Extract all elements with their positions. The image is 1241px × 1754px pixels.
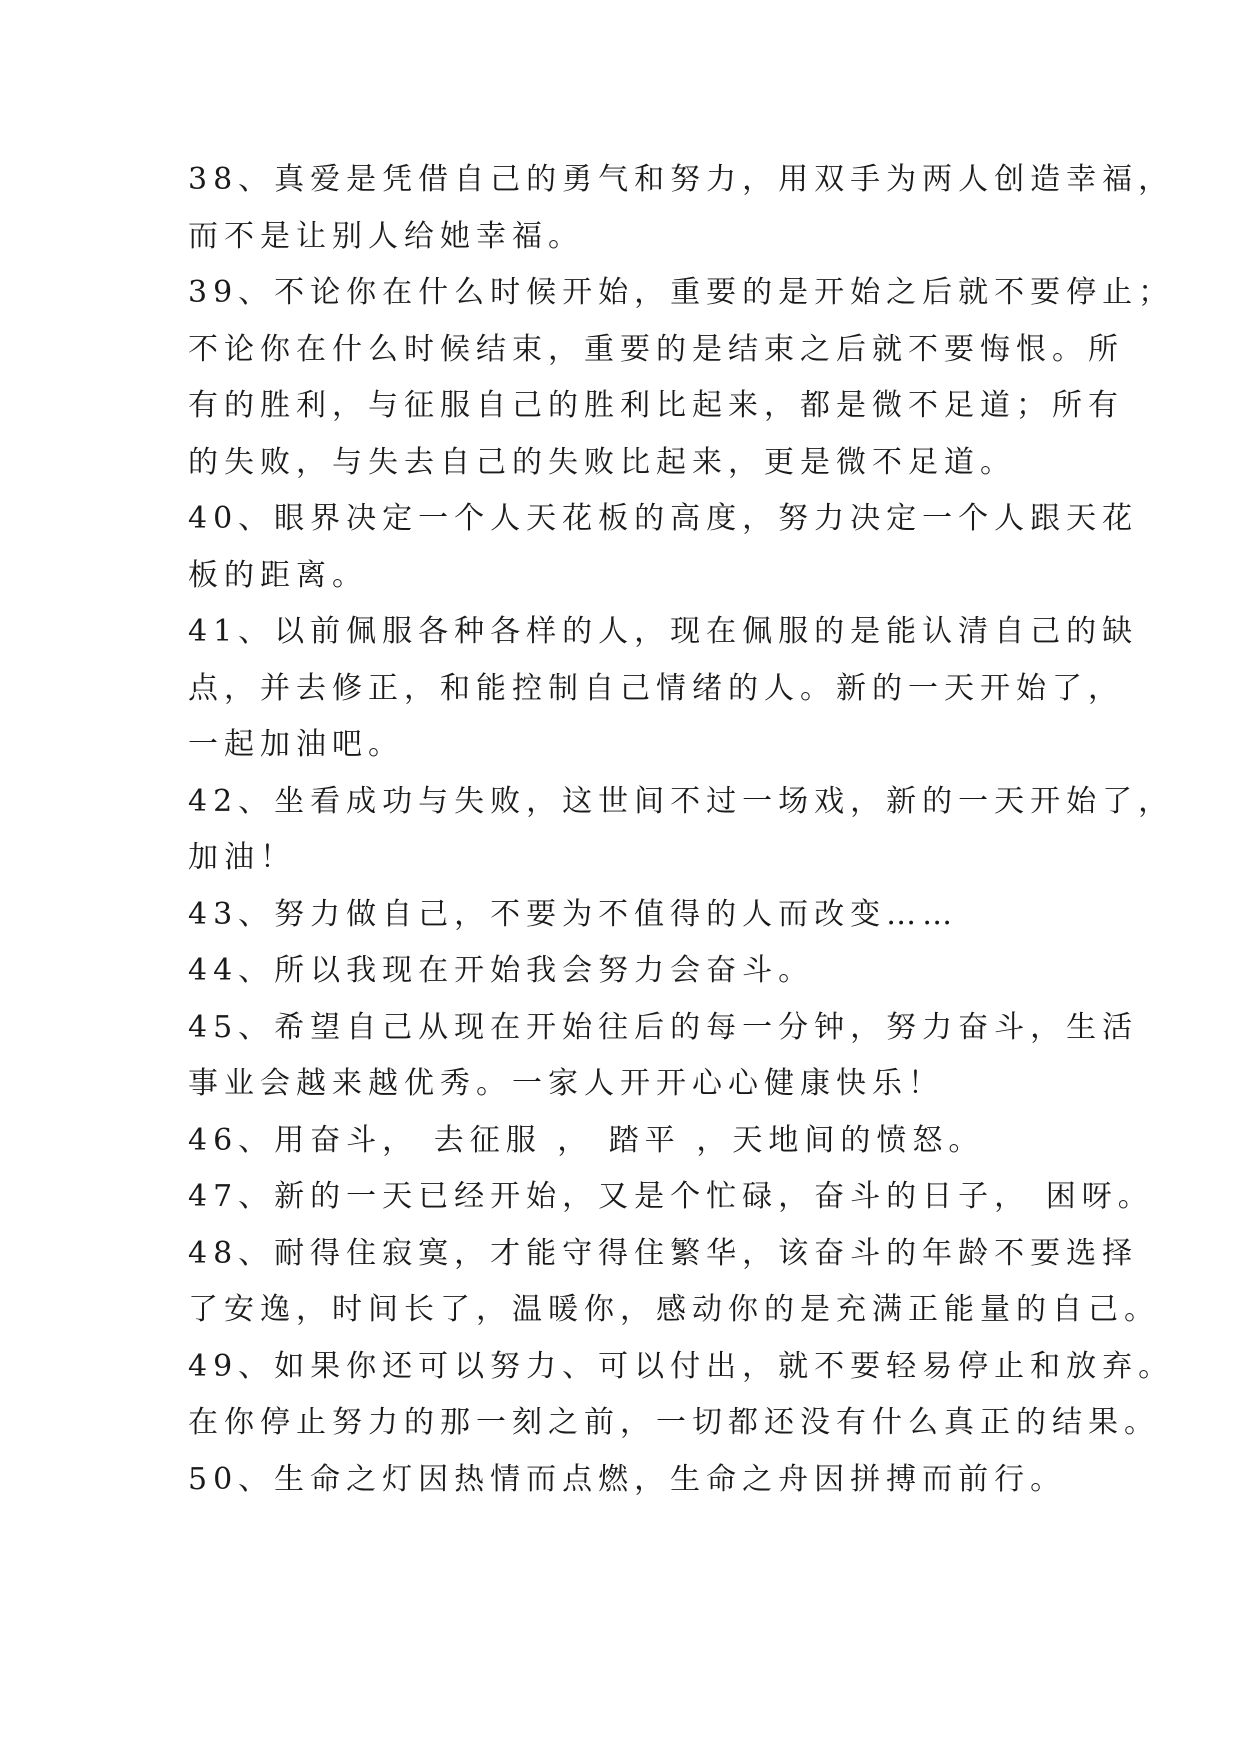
text-line: 50、生命之灯因热情而点燃，生命之舟因拼搏而前行。: [188, 1461, 1067, 1497]
text-line: 40、眼界决定一个人天花板的高度，努力决定一个人跟天花: [188, 501, 1139, 536]
text-line: 而不是让别人给她幸福。: [188, 218, 584, 254]
document-body: [188, 152, 1175, 1508]
text-line: 事业会越来越优秀。一家人开开心心健康快乐！: [188, 1066, 944, 1101]
text-line: 47、新的一天已经开始，又是个忙碌，奋斗的日子， 困呀。: [188, 1179, 1154, 1214]
text-line: 43、努力做自己，不要为不值得的人而改变……: [188, 896, 959, 932]
text-line: 41、以前佩服各种各样的人，现在佩服的是能认清自己的缺: [188, 614, 1139, 649]
text-line: 39、不论你在什么时候开始，重要的是开始之后就不要停止；: [188, 275, 1175, 310]
text-line: 在你停止努力的那一刻之前，一切都还没有什么真正的结果。: [188, 1405, 1160, 1440]
text-line: 加油！: [188, 840, 296, 875]
text-line: 板的距离。: [188, 557, 368, 593]
text-line: 45、希望自己从现在开始往后的每一分钟，努力奋斗，生活: [188, 1009, 1139, 1045]
text-line: 一起加油吧。: [188, 727, 404, 762]
text-line: 不论你在什么时候结束，重要的是结束之后就不要悔恨。所: [188, 331, 1124, 367]
text-line: 46、用奋斗， 去征服 ， 踏平 ，天地间的愤怒。: [188, 1122, 985, 1158]
text-line: 44、所以我现在开始我会努力会奋斗。: [188, 953, 815, 988]
text-line: 的失败，与失去自己的失败比起来，更是微不足道。: [188, 444, 1016, 480]
text-line: 有的胜利，与征服自己的胜利比起来，都是微不足道；所有: [188, 388, 1124, 423]
text-line: 49、如果你还可以努力、可以付出，就不要轻易停止和放弃。: [188, 1348, 1175, 1384]
text-line: 48、耐得住寂寞，才能守得住繁华，该奋斗的年龄不要选择: [188, 1235, 1139, 1271]
text-line: 42、坐看成功与失败，这世间不过一场戏，新的一天开始了，: [188, 783, 1175, 819]
text-line: 38、真爱是凭借自己的勇气和努力，用双手为两人创造幸福，: [188, 162, 1175, 197]
text-line: 点，并去修正，和能控制自己情绪的人。新的一天开始了，: [188, 670, 1124, 706]
text-line: 了安逸，时间长了，温暖你，感动你的是充满正能量的自己。: [188, 1292, 1160, 1327]
